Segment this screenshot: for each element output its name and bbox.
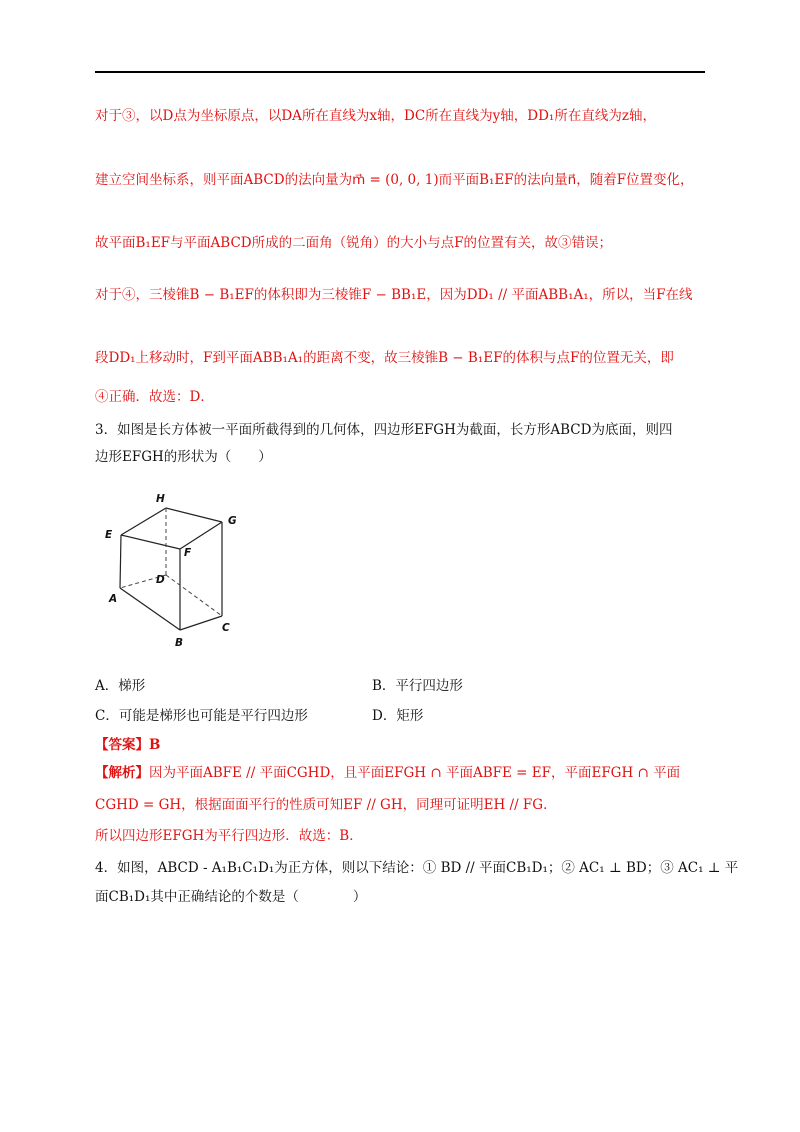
q3-analysis-line-1 <box>95 763 715 783</box>
q3-analysis-line-3: 所以四边形EFGH为平行四边形．故选：B． <box>95 828 363 844</box>
edge-EH <box>121 508 166 535</box>
q4-stem-line-1: 4．如图，ABCD - A₁B₁C₁D₁为正方体，则以下结论：① BD // 平面CB₁D₁；② AC₁ ⊥ BD；③ AC₁ ⊥ 平 <box>95 860 739 876</box>
solution-line-2: 建立空间坐标系，则平面ABCD的法向量为m⃗ = (0, 0, 1)而平面B₁EF的法向量n⃗，随着F位置变化， <box>95 172 694 188</box>
label-B: B <box>175 637 184 649</box>
solution-line-1: 对于③，以D点为坐标原点，以DA所在直线为x轴，DC所在直线为y轴，DD₁所在直线为z轴， <box>95 108 656 124</box>
solution-line-5: 段DD₁上移动时，F到平面ABB₁A₁的距离不变，故三棱锥B − B₁EF的体积与点F的位置无关，即 <box>95 350 674 366</box>
label-A: A <box>109 593 118 605</box>
label-E: E <box>105 529 113 541</box>
solution-line-6: ④正确．故选：D． <box>95 389 214 405</box>
hidden-edge-DC <box>166 575 222 616</box>
edge-EA <box>120 535 121 588</box>
edge-GF <box>180 522 222 549</box>
edge-BC <box>180 616 222 630</box>
answer-value: B <box>149 737 161 753</box>
label-C: C <box>222 622 230 634</box>
label-F: F <box>184 547 192 559</box>
q3-stem-line-1: 3．如图是长方体被一平面所截得到的几何体，四边形EFGH为截面，长方形ABCD为底面，则四 <box>95 422 673 438</box>
truncated-box-figure <box>100 488 260 658</box>
q3-answer <box>95 735 715 755</box>
q3-option-c: C．可能是梯形也可能是平行四边形 <box>95 708 308 724</box>
q3-option-d: D．矩形 <box>372 708 424 724</box>
solution-line-3: 故平面B₁EF与平面ABCD所成的二面角（锐角）的大小与点F的位置有关，故③错误； <box>95 235 612 251</box>
answer-tag: 【答案】 <box>95 737 149 753</box>
q3-option-a: A．梯形 <box>95 678 146 694</box>
q3-option-b: B．平行四边形 <box>372 678 463 694</box>
q3-stem-line-2: 边形EFGH的形状为（ ） <box>95 449 272 465</box>
edge-HG <box>166 508 222 522</box>
header-rule <box>95 71 705 73</box>
solution-line-4: 对于④，三棱锥B − B₁EF的体积即为三棱锥F − BB₁E，因为DD₁ // 平面ABB₁A₁，所以，当F在线 <box>95 287 693 303</box>
label-G: G <box>228 515 237 527</box>
q4-stem-line-2: 面CB₁D₁其中正确结论的个数是（ ） <box>95 889 367 905</box>
edge-FE <box>121 535 180 549</box>
q3-analysis-line-2: CGHD = GH，根据面面平行的性质可知EF // GH，同理可证明EH // FG． <box>95 797 557 813</box>
analysis-tag: 【解析】 <box>95 765 149 781</box>
edge-AB <box>120 588 180 630</box>
label-H: H <box>156 493 165 505</box>
label-D: D <box>156 574 165 586</box>
analysis-text-1: 因为平面ABFE // 平面CGHD，且平面EFGH ∩ 平面ABFE = EF，平面EFGH ∩ 平面 <box>149 765 681 781</box>
